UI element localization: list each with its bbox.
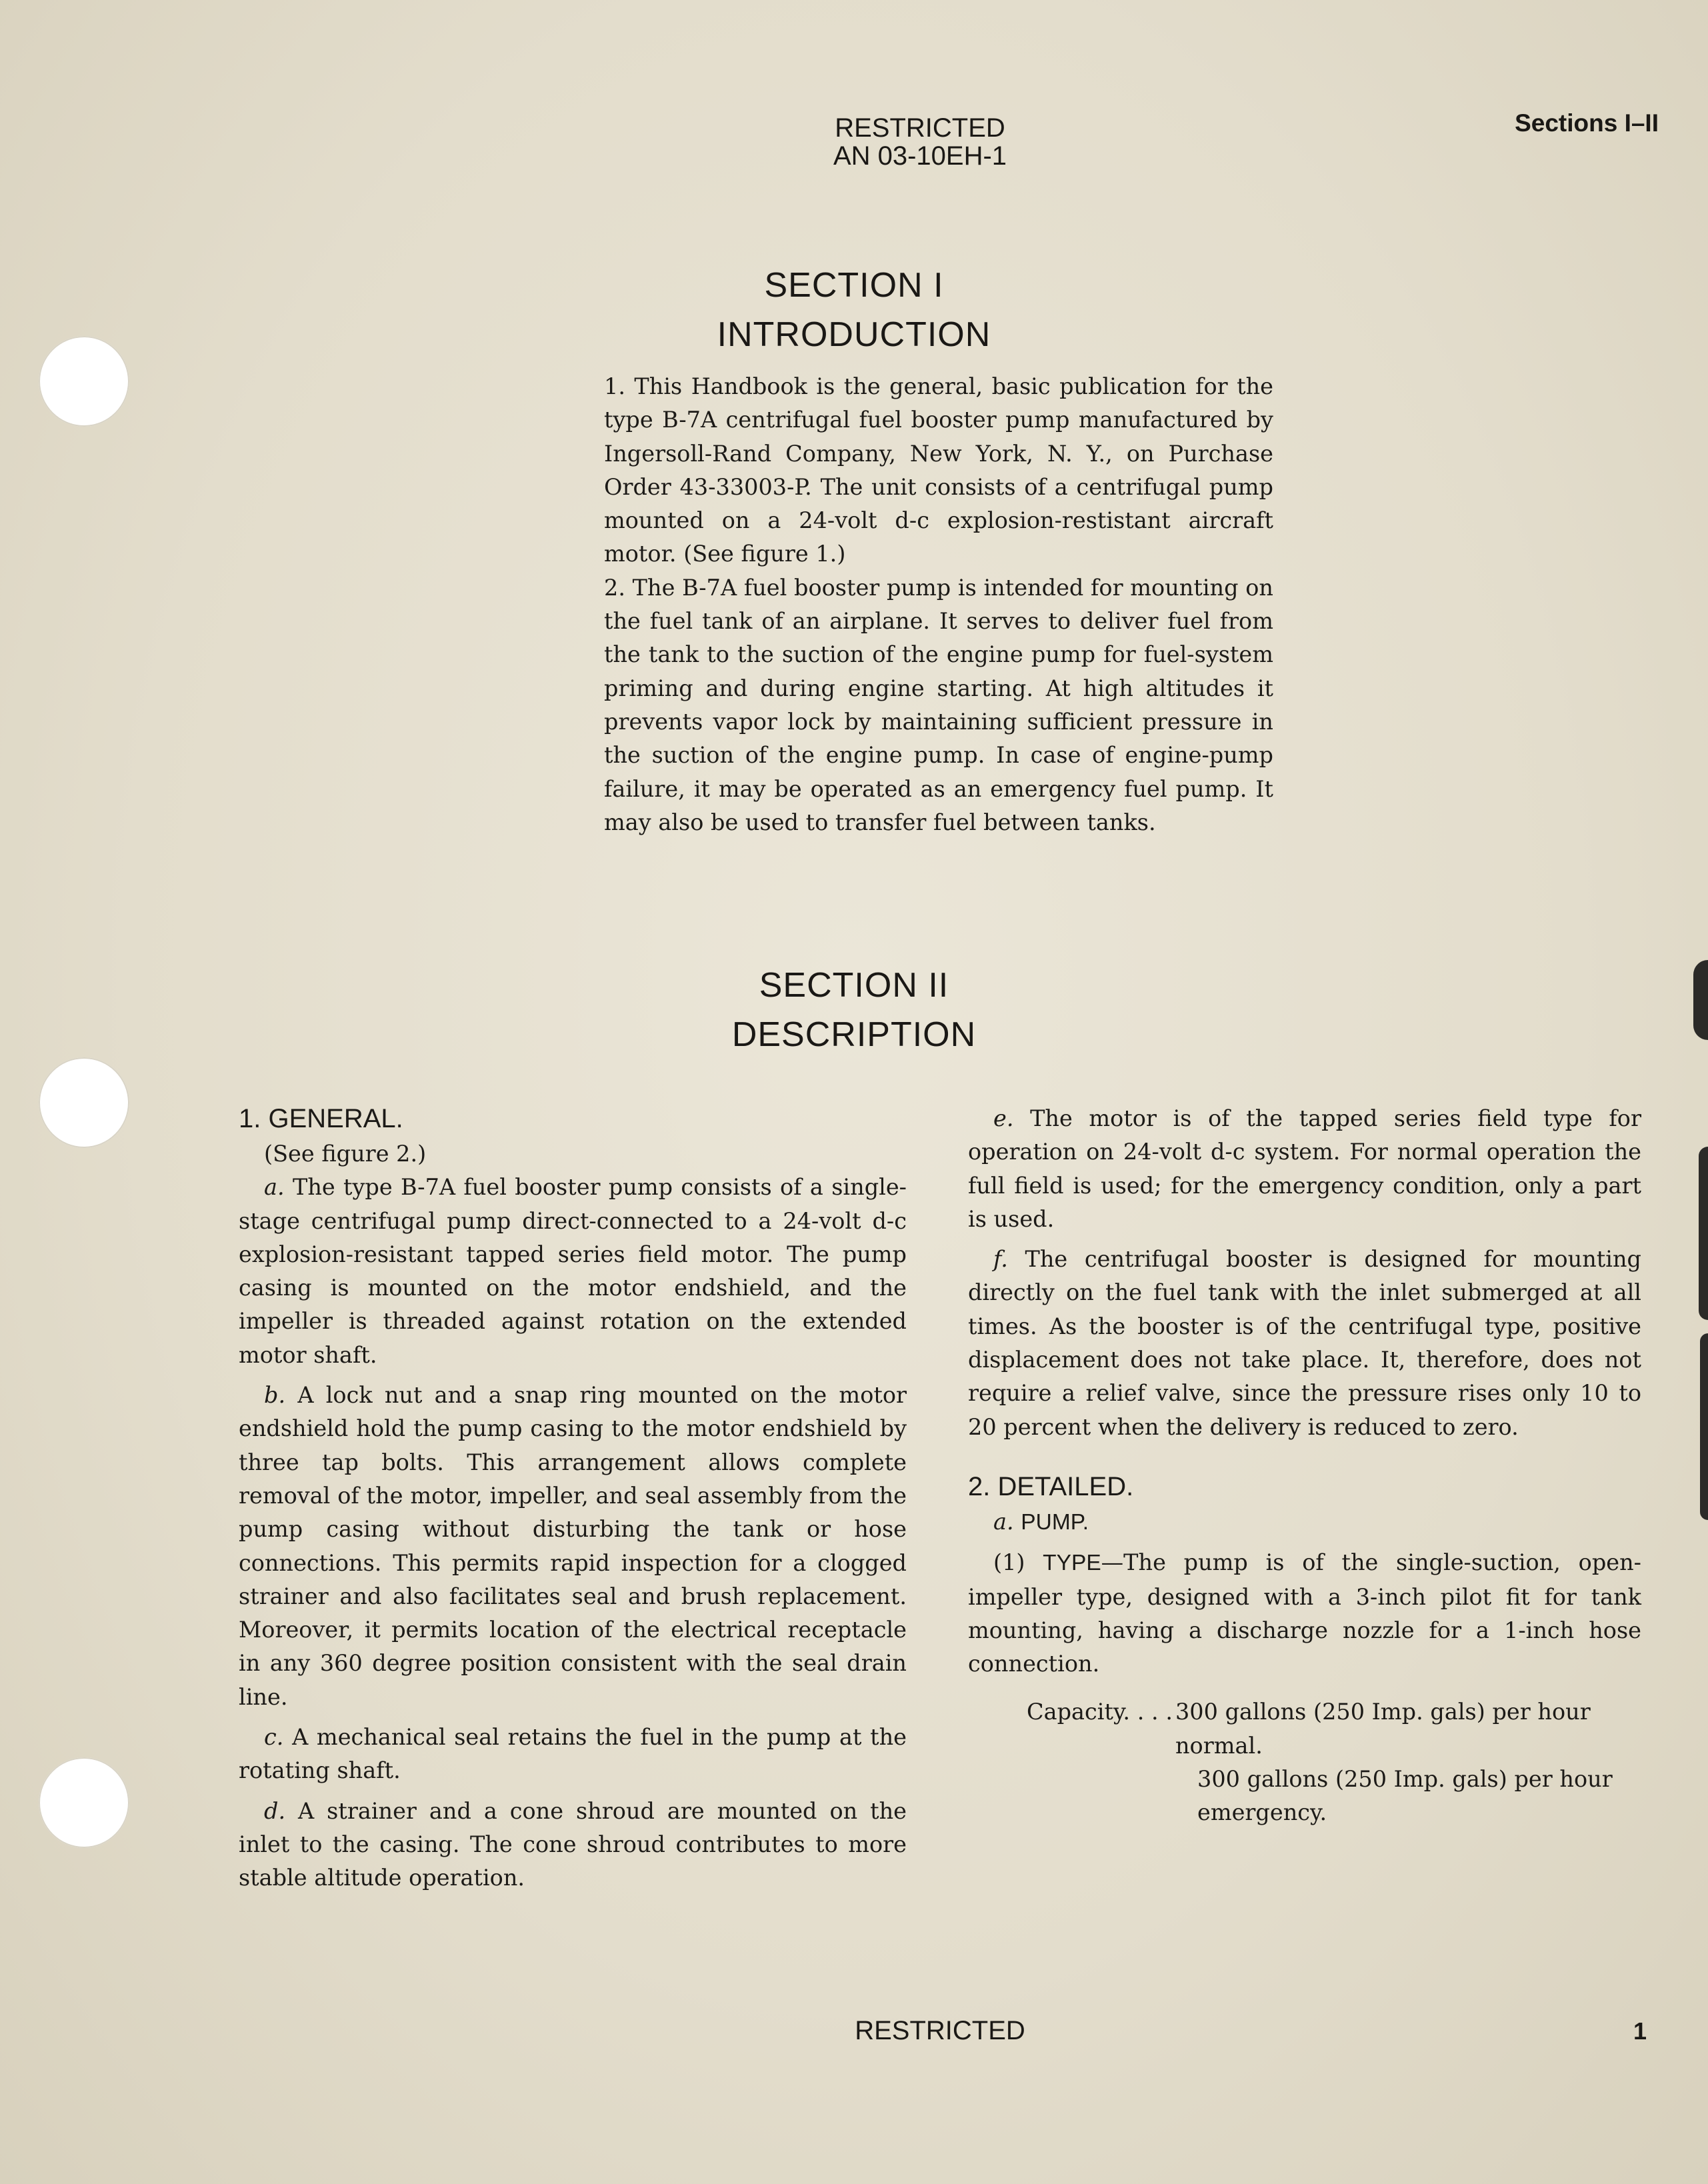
paragraph-a-text: The type B-7A fuel booster pump consists of a single-stage centrifugal pump direct-connected to a 24-volt d-c explosion-resistant tapped series field motor. The pump casing is mounted on the motor endshield, and the impeller is threaded against rotation on the extended motor shaft. <box>239 1174 907 1368</box>
introduction-body <box>604 370 1273 839</box>
section1-title: INTRODUCTION <box>717 315 991 354</box>
paragraph-b-letter: b. <box>264 1382 286 1409</box>
paragraph-f-letter: f. <box>993 1246 1008 1273</box>
type-text: —The pump is of the single-suction, open-impeller type, designed with a 3-inch pilot fit for tank mounting, having a discharge nozzle for a 1-inch hose connection. <box>968 1549 1641 1677</box>
type-label: TYPE <box>1043 1551 1101 1576</box>
page-edge-tab <box>1699 1147 1708 1320</box>
intro-paragraph-2: 2. The B-7A fuel booster pump is intended for mounting on the fuel tank of an airplane. It serves to deliver fuel from the tank to the suction of the engine pump for fuel-system priming and during engine starting. At high altitudes it prevents vapor lock by maintaining sufficient pressure in the suction of the engine pump. In case of engine-pump failure, it may be operated as an emergency fuel pump. It may also be used to transfer fuel between tanks. <box>604 574 1273 835</box>
paragraph-b-text: A lock nut and a snap ring mounted on the motor endshield hold the pump casing to the motor endshield by three tap bolts. This arrangement allows complete removal of the motor, impeller, and seal assembly from the pump casing without disturbing the tank or hose connections. This permits rapid inspection for a clogged strainer and also facilitates seal and brush replacement. Moreover, it permits location of the electrical receptacle in any 360 degree position consistent with the seal drain line. <box>239 1382 907 1710</box>
intro-paragraph-1: 1. This Handbook is the general, basic publication for the type B-7A centrifugal fuel booster pump manufactured by Ingersoll-Rand Company, New York, N. Y., on Purchase Order 43-33003-P. The unit consists of a centrifugal pump mounted on a 24-volt d-c explosion-restistant aircraft motor. (See figure 1.) <box>604 373 1273 567</box>
paragraph-f-text: The centrifugal booster is designed for mounting directly on the fuel tank with the inlet submerged at all times. As the booster is of the centrifugal type, positive displacement does not take place. It, therefore, does not require a relief valve, since the pressure rises only 10 to 20 percent when the delivery is reduced to zero. <box>968 1246 1641 1440</box>
pump-letter: a. <box>993 1508 1014 1535</box>
pump-subheading <box>968 1505 1641 1539</box>
type-paragraph <box>968 1546 1641 1681</box>
paragraph-e <box>968 1102 1641 1236</box>
paragraph-a-letter: a. <box>264 1174 285 1201</box>
header-classification: RESTRICTED <box>835 113 1005 143</box>
paragraph-b <box>239 1379 907 1714</box>
left-column <box>239 1100 907 1895</box>
header-sections-label: Sections I–II <box>1515 109 1659 137</box>
paragraph-e-letter: e. <box>993 1105 1014 1131</box>
section1-number: SECTION I <box>764 266 944 305</box>
footer-classification: RESTRICTED <box>855 2016 1025 2045</box>
section2-title: DESCRIPTION <box>731 1015 977 1054</box>
page-edge-tab <box>1700 1333 1708 1520</box>
section2-number: SECTION II <box>759 966 949 1005</box>
binder-hole-bottom <box>39 1757 129 1848</box>
paragraph-d-text: A strainer and a cone shroud are mounted on the inlet to the casing. The cone shroud contributes to more stable altitude operation. <box>239 1797 907 1891</box>
capacity-label: Capacity. . . . <box>1027 1699 1173 1725</box>
paragraph-d-letter: d. <box>264 1797 286 1824</box>
paragraph-e-text: The motor is of the tapped series field type for operation on 24-volt d-c system. For normal operation the full field is used; for the emergency condition, only a part is used. <box>968 1105 1641 1232</box>
right-column <box>968 1102 1641 1830</box>
capacity-row-normal <box>1027 1695 1641 1763</box>
paragraph-c-text: A mechanical seal retains the fuel in the pump at the rotating shaft. <box>239 1724 907 1784</box>
pump-label: PUMP. <box>1021 1509 1089 1535</box>
paragraph-c-letter: c. <box>264 1724 284 1751</box>
capacity-block <box>968 1695 1641 1829</box>
capacity-emergency: 300 gallons (250 Imp. gals) per hour emergency. <box>1197 1766 1613 1826</box>
capacity-normal: 300 gallons (250 Imp. gals) per hour normal. <box>1175 1699 1591 1759</box>
paragraph-d <box>239 1795 907 1895</box>
binder-hole-middle <box>39 1057 129 1148</box>
see-figure-2: (See figure 2.) <box>264 1141 427 1167</box>
paragraph-a <box>239 1171 907 1372</box>
header-doc-number: AN 03-10EH-1 <box>833 141 1007 171</box>
footer-page-number: 1 <box>1633 2017 1647 2045</box>
detailed-heading: 2. DETAILED. <box>968 1471 1134 1501</box>
paragraph-c <box>239 1721 907 1788</box>
general-heading: 1. GENERAL. <box>239 1104 403 1133</box>
paragraph-f <box>968 1243 1641 1444</box>
type-number: (1) <box>993 1549 1025 1576</box>
